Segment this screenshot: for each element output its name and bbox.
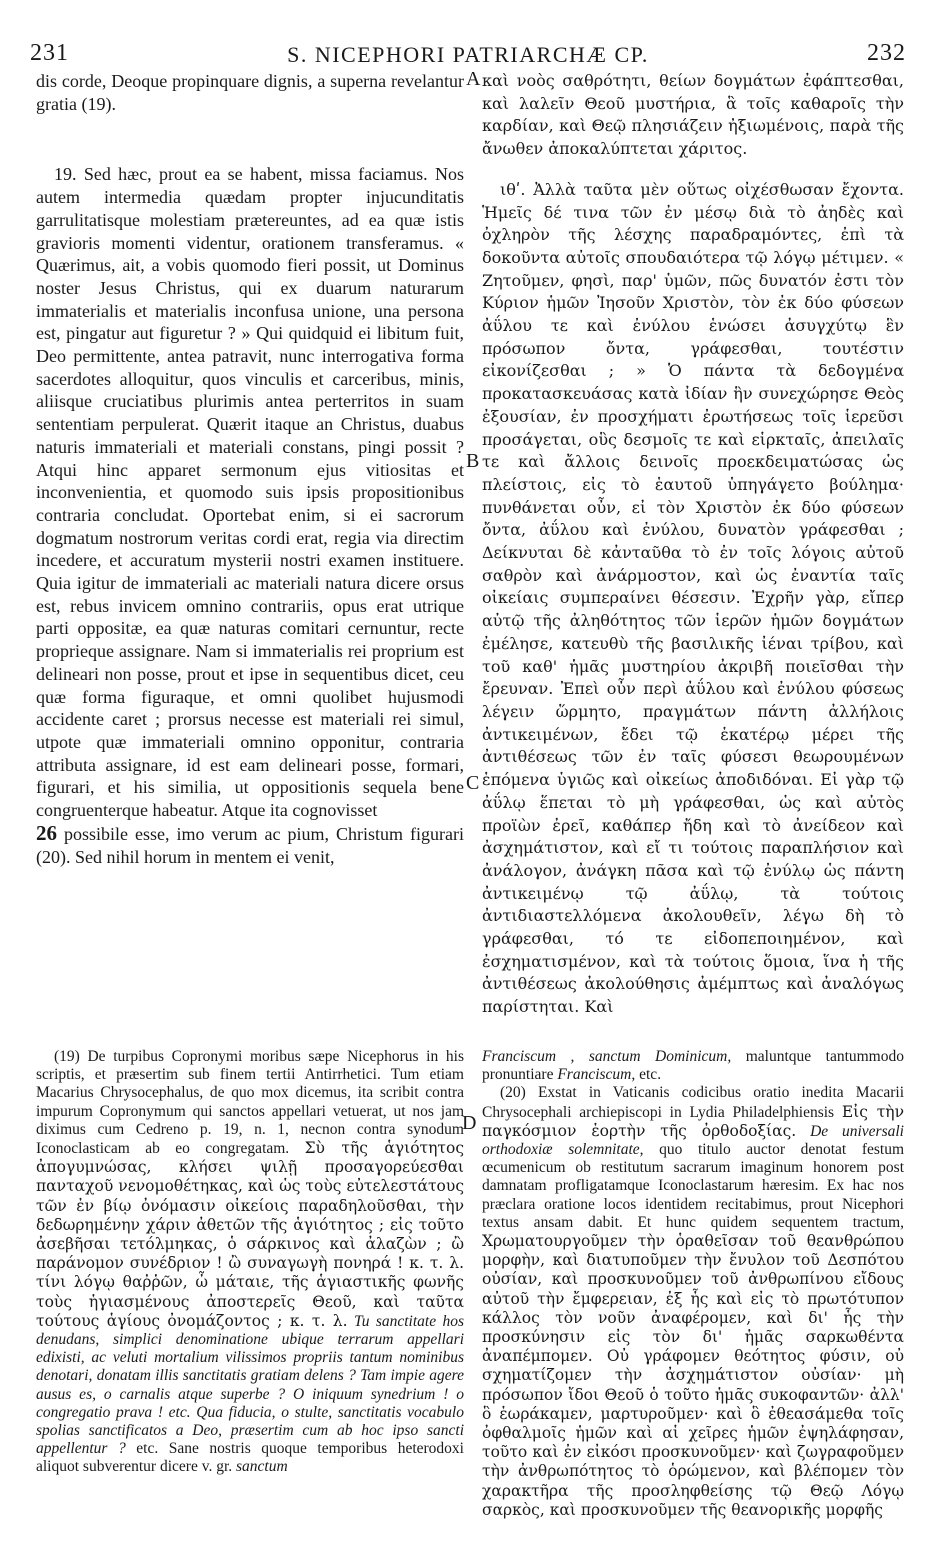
- footnote-greek-quote: Χρωματουργοῦμεν τὴν ὁραθεῖσαν τοῦ θεανθρώπου μορφὴν, καὶ διατυποῦμεν τὴν ἔνυλον τοῦ Δεσπότου οὐσίαν, καὶ προσκυνοῦμεν τοῦ ἀνθρωπίνου εἴδους αὐτοῦ τὴν ἔμφερειαν, ἐξ ἧς καὶ εἰς τὸ πρωτότυπον κάλλος τὸν νοῦν ἀναφέρομεν, καὶ δι' ἧς τὴν προσκύνησιν εἰς τὸν δι' ἡμᾶς σαρκωθέντα ἀναπέμπομεν. Οὐ γράφομεν θεότητος φύσιν, οὐ σχηματίζομεν τὴν ἀσχημάτιστον οὐσίαν· μὴ πρόσωπον ἴδοι Θεοῦ ὁ τοῦτο ἡμᾶς συκοφαντῶν· ἀλλ' ὃ ἑωράκαμεν, μαρτυροῦμεν· καὶ ὃ ἐθεασάμεθα τοῖς ὀφθαλμοῖς ἡμῶν καὶ αἱ χεῖρες ἡμῶν ἐψηλάφησαν, τοῦτο καὶ ἐν εἰκόσι προσκυνοῦμεν· καὶ ζωγραφοῦμεν τὴν ἀνθρωπότητος τὸ ὁρώμενον, καὶ βλέπομεν τὸν χαρακτῆρα τῆς προσληφθείσης τῷ Θεῷ Λόγῳ σαρκὸς, καὶ προσκυνοῦμεν τῆς θεανορικῆς μορφῆς: [482, 1232, 904, 1519]
- folio-marker: 26: [36, 820, 57, 845]
- footnote-text: maluntque tantummodo pronuntiare: [482, 1048, 904, 1084]
- footnote-text-italic: Franciscum,: [557, 1066, 636, 1084]
- footnote-text: etc.: [639, 1066, 662, 1084]
- footnote: [482, 1084, 904, 1520]
- notes-separator: [36, 1022, 904, 1023]
- greek-paragraph: ιθʹ. Ἀλλὰ ταῦτα μὲν οὕτως οἰχέσθωσαν ἔχοντα. Ἡμεῖς δέ τινα τῶν ἐν μέσῳ διὰ τὸ ἀηδὲς καὶ ὀχληρὸν τῆς λέσχης παραδραμόντες, ἐπὶ τὰ δοκοῦντα αὐτοῖς σπουδαιότερα τῷ λόγῳ μέτιμεν. « Ζητοῦμεν, φησὶ, παρ' ὑμῶν, πῶς δυνατόν ἐστι τὸν Κύριον ἡμῶν Ἰησοῦν Χριστὸν, τὸν ἐκ δύο φύσεων ἀΰλου τε καὶ ἐνύλου ἑνώσει ἀσυγχύτῳ ἓν πρόσωπον ὄντα, γράφεσθαι, τουτέστιν εἰκονίζεσθαι ; » Ὁ πάντα τὰ δεδογμένα προκατασκευάσας κατὰ ἰδίαν ἣν συνεχώρησε Θεὸς ἐξουσίαν, ἐν προσχήματι ἐρωτήσεως τοῖς ἱερεῦσι προσάγεται, οὓς δεσμοῖς τε καὶ εἱρκταῖς, ἀπειλαῖς τε καὶ ἄλλοις δεινοῖς προεκδειματώσας ὡς πλείστοις, εἰς τὸ ἑαυτοῦ ὑπηγάγετο βούλημα· πυνθάνεται οὖν, εἰ τὸν Χριστὸν ἐκ δύο φύσεων ὄντα, ἀΰλου καὶ ἐνύλου, δυνατὸν γράφεσθαι ; Δείκνυται δὲ κἀνταῦθα τὸ ἐν τοῖς λόγοις αὐτοῦ σαθρὸν καὶ ἀνάρμοστον, καὶ ὡς ἐναντία ταῖς οἰκείαις συμπεραίνει θέσεσιν. Ἐχρῆν γὰρ, εἴπερ αὐτῷ τῆς ἀληθότητος τῶν ἱερῶν ἡμῶν δογμάτων ἐμέλησε, κατευθὺ τῆς βασιλικῆς ἰέναι τρίβου, καὶ τοῦ καθ' ἡμᾶς μυστηρίου ἀκριβῆ ποιεῖσθαι τὴν ἔρευναν. Ἐπεὶ οὖν περὶ ἀΰλου καὶ ἐνύλου φύσεως λέγειν ὥρμητο, πραγμάτων πάντη ἀλλήλοις ἀντικειμένων, ἔδει τῷ ἑκατέρῳ μέρει τῆς ἀντιθέσεως τῶν ἐν ταῖς φύσεσι θεωρουμένων ἑπόμενα ὑγιῶς καὶ οἰκείως ἀποδιδόναι. Εἰ γὰρ τῷ ἀΰλῳ ἕπεται τὸ μὴ γράφεσθαι, ὡς καὶ αὐτὸς προϊὼν ἐρεῖ, καθάπερ ἤδη καὶ τὸ ἀνείδεον καὶ ἀσχημάτιστον, καὶ εἴ τι τούτοις παραπλήσιον καὶ ἀνάλογον, ἀνάγκη πᾶσα καὶ τῷ ἐνύλῳ ὡς πάντη ἀντικειμένῳ τῷ ἀΰλῳ, τὰ τούτοις ἀντιδιαστελλόμενα ἀκολουθεῖν, λέγω δὴ τὸ γράφεσθαι, τό τε εἰδοπεποιημένον, καὶ ἐσχηματισμένον, καὶ τὰ τούτοις ὅμοια, ἵνα ἡ τῆς ἀντιθέσεως ἀκολούθησις ἀμέμπτως καὶ ἀναλόγως παρίστηται. Καὶ: [482, 179, 904, 1017]
- footnote-text: (20) Exstat in Vaticanis codicibus oratio inedita Macarii Chrysocephali archiepiscopi in Lydia Philadelphiensis: [482, 1084, 904, 1121]
- footnote-text: etc. Sane nostris quoque temporibus heterodoxi aliquot subverentur dicere v. gr.: [36, 1440, 464, 1476]
- footnote-latin-title: De universali orthodoxiæ solemnitate,: [482, 1122, 904, 1159]
- footnote-greek-title: Εἰς τὴν παγκόσμιον ἑορτὴν τῆς ὀρθοδοξίας.: [482, 1102, 904, 1140]
- greek-paragraph: καὶ νοὸς σαθρότητι, θείων δογμάτων ἐφάπτεσθαι, καὶ λαλεῖν Θεοῦ μυστήρια, ἃ τοῖς καθαροῖς τὴν καρδίαν, καὶ Θεῷ πλησιάζειν ἠξιωμένοις, παρὰ τῆς ἄνωθεν ἀποκαλύπτεται χάριτος.: [482, 71, 904, 159]
- footnote-text: quo titulo auctor denotat festum œcumenicum ob restitutum sacrarum imaginum honorem post damnatam profligatamque Iconoclastarum hæresim. Ex hac nos præclara oratione locos identidem recitabimus, prout Nicephori textus ansam dabit. Et hunc quidem sequentem tractum,: [482, 1141, 904, 1231]
- latin-paragraph: dis corde, Deoque propinquare dignis, a superna revelantur gratia (19).: [36, 71, 464, 114]
- page-number-left: 231: [30, 40, 69, 66]
- latin-paragraph: [36, 163, 464, 868]
- footnote-text: (19) De turpibus Copronymi moribus sæpe Nicephorus in his scriptis, et præsertim sub finem tertii Antirrhetici. Tum etiam Macarius Chrysocephalus, de quo mox dicemus, ita scribit contra impurum Copronymum qui sanctos appellari vetuerat, ut nos jam diximus cum Cedreno p. 19, n. 1, necnon contra synodum Iconoclasticam ab eo congregatam.: [36, 1048, 464, 1158]
- greek-main-column: [482, 70, 904, 1019]
- footnotes-left-column: [36, 1048, 464, 1477]
- margin-marker-b: B: [466, 450, 480, 472]
- footnotes-right-column: [482, 1048, 904, 1520]
- running-head: [30, 40, 906, 70]
- footnote-text-italic: Franciscum , sanctum Dominicum,: [482, 1048, 732, 1065]
- footnote: [36, 1048, 464, 1477]
- page-title: S. NICEPHORI PATRIARCHÆ CP.: [287, 42, 649, 67]
- margin-marker-d: D: [462, 1112, 477, 1134]
- footnote-greek-quote: Σὺ τῆς ἁγιότητος ἀπογυμνώσας, κλήσει ψιλῇ προσαγορεύεσθαι πανταχοῦ νενομοθέτηκας, καὶ ὡς τοὺς εὐτελεστάτους τῶν ἐν βίῳ ὀνόμασιν οἰκείοις παραδηλοῦσθαι, τὴν δεδωρημένην χάριν ἀθετῶν τῆς ἁγιότητος ; εἰς τοῦτο ἀσεβῆσαι τετόλμηκας, ὁ σάρκινος καὶ ἀλαζὼν ; ὢ παράνομον συνέδριον ! ὢ συναγωγὴ πονηρά ! κ. τ. λ. τίνι λόγῳ θαῤῥῶν, ὦ μάταιε, τῆς ἁγιαστικῆς φωνῆς τοὺς ἡγιασμένους ἀποστερεῖς Θεοῦ, καὶ ταῦτα τούτους ἁγίους ὀνομάζοντος ; κ. τ. λ.: [36, 1139, 464, 1330]
- footnote-continuation: [482, 1048, 904, 1084]
- margin-marker-a: A: [466, 68, 481, 90]
- page-number-right: 232: [867, 40, 906, 66]
- latin-main-column: [36, 70, 464, 868]
- footnote-latin-translation: Tu sanctitate hos denudans, simplici denominatione ubique terrarum appellari edixisti, ac veluti mortalium vilissimos propriis tantum nominibus denotari, donatam illis sanctitatis gratiam delens ? Tam impie agere ausus es, o carnalis atque superbe ? O iniquum synedrium ! o congregatio prava ! etc. Qua fiducia, o stulte, sanctitatis vocabulo spolias sanctificatos a Deo, præsertim cum ab hoc ipso sancti appellentur ?: [36, 1312, 464, 1458]
- latin-paragraph-text: 19. Sed hæc, prout ea se habent, missa faciamus. Nos autem intermedia quædam propter injucunditatis garrulitatisque molestiam prætereuntes, ad ea quæ istis gravioris momenti videntur, orationem transferamus. « Quærimus, ait, a vobis quomodo fieri possit, ut Dominus noster Jesus Christus, qui ex duarum naturarum immaterialis et materialis inconfusa unione, una persona est, pingatur aut figuretur ? » Qui quidquid ei libitum fuit, Deo permittente, antea patravit, nunc interrogativa forma sacerdotes alloquitur, quos vinculis et carceribus, minis, aliisque cruciatibus plurimis antea perterritos in suam sententiam perpulerat. Quærit itaque an Christus, duabus naturis immateriali et materiali constans, pingi possit ? Atqui hinc apparet sermonum ejus vitiositas et inconvenientia, et quomodo suis ipsis propositionibus contraria concludat. Oportebat enim, si ei sacrorum dogmatum nostrorum veritas cordi erat, regia via directim incedere, et accuratum mysterii nostri examen instituere. Quia igitur de immateriali ac materiali natura dicere orsus est, rebus invicem omnino contrariis, opus erat utrique parti oppositæ, ea quæ naturas comitari cernuntur, recte proprieque assignare. Nam si immaterialis rei proprium est delineari non posse, prout et ipse in sequentibus dicet, ceu quæ forma figuraque, et omni quolibet hujusmodi accidente caret ; prorsus necesse est materiali rei simul, utpote quæ immateriali omnino opponitur, contraria attributa assignare, id est eam delineari posse, formari, figurari, et his similia, ut oppositionis sequela bene congruenterque habeatur. Atque ita cognovisset: [36, 164, 464, 821]
- latin-paragraph-text: possibile esse, imo verum ac pium, Christum figurari (20). Sed nihil horum in mentem ei venit,: [36, 823, 464, 867]
- footnote-text-italic: sanctum: [236, 1458, 288, 1476]
- paragraph-gap: [36, 115, 464, 163]
- paragraph-gap: [482, 161, 904, 179]
- margin-marker-c: C: [466, 772, 480, 794]
